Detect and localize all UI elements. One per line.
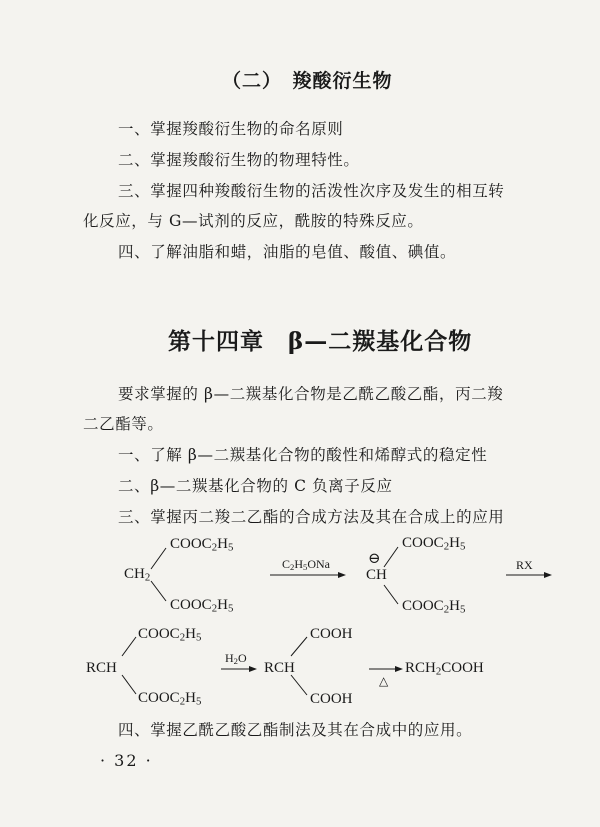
chapter-intro-line1: 要求掌握的 β—二羰基化合物是乙酰乙酸乙酯，丙二羧 — [118, 385, 504, 403]
section-item-4: 四、了解油脂和蜡，油脂的皂值、酸值、碘值。 — [118, 243, 457, 261]
malonate-ester-top: $COOC_2H_5$ — [170, 536, 234, 554]
carbanion-charge: ⊖ — [368, 551, 381, 567]
section-item-1: 一、掌握羧酸衍生物的命名原则 — [118, 120, 344, 138]
section-item-3: 三、掌握四种羧酸衍生物的活泼性次序及发生的相互转 — [118, 182, 505, 200]
reagent-rx: RX — [516, 558, 533, 572]
section-item-3-cont: 化反应，与 G—试剂的反应，酰胺的特殊反应。 — [83, 212, 424, 230]
heat-symbol: △ — [379, 674, 389, 688]
page-number: · 32 · — [100, 751, 153, 770]
chapter-item-4: 四、掌握乙酰乙酸乙酯制法及其在合成中的应用。 — [118, 721, 473, 739]
chapter-title: 第十四章 β—二羰基化合物 — [168, 328, 473, 355]
carbanion-ester-bottom: $COOC_2H_5$ — [402, 598, 466, 616]
alkyl-ester-top: $COOC_2H_5$ — [138, 626, 202, 644]
bond-line — [151, 548, 166, 569]
chapter-item-2: 二、β—二羰基化合物的 C 负离子反应 — [118, 477, 393, 495]
diacid-rch: RCH — [264, 660, 295, 676]
final-product: $RCH_2COOH$ — [405, 660, 484, 678]
arrow-3-head — [249, 666, 257, 672]
section-item-2: 二、掌握羧酸衍生物的物理特性。 — [118, 151, 360, 169]
diacid-cooh-top: COOH — [310, 626, 353, 642]
bond-line — [122, 675, 136, 694]
bond-line — [384, 547, 398, 567]
bond-line — [122, 637, 136, 656]
reagent-water: $H_2O$ — [225, 651, 247, 667]
reagent-ethoxide: $C_2H_5ONa$ — [282, 557, 330, 573]
alkyl-rch: RCH — [86, 660, 117, 676]
diacid-cooh-bottom: COOH — [310, 691, 353, 707]
chapter-intro-line2: 二乙酯等。 — [83, 415, 164, 433]
bond-line — [291, 637, 307, 656]
section-title: （二） 羧酸衍生物 — [222, 70, 393, 92]
alkyl-ester-bottom: $COOC_2H_5$ — [138, 690, 202, 708]
carbanion-ch: CH — [366, 567, 387, 583]
bond-line — [384, 585, 398, 604]
arrow-1-head — [338, 572, 346, 578]
chapter-item-3: 三、掌握丙二羧二乙酯的合成方法及其在合成上的应用 — [118, 508, 505, 526]
carbanion-ester-top: $COOC_2H_5$ — [402, 535, 466, 553]
chapter-item-1: 一、了解 β—二羰基化合物的酸性和烯醇式的稳定性 — [118, 446, 488, 464]
bond-line — [291, 675, 307, 695]
malonate-ester-bottom: $COOC_2H_5$ — [170, 597, 234, 615]
malonate-ch2: $CH_2$ — [124, 566, 151, 584]
arrow-2-head — [544, 572, 552, 578]
bond-line — [151, 581, 166, 601]
arrow-4-head — [395, 666, 403, 672]
